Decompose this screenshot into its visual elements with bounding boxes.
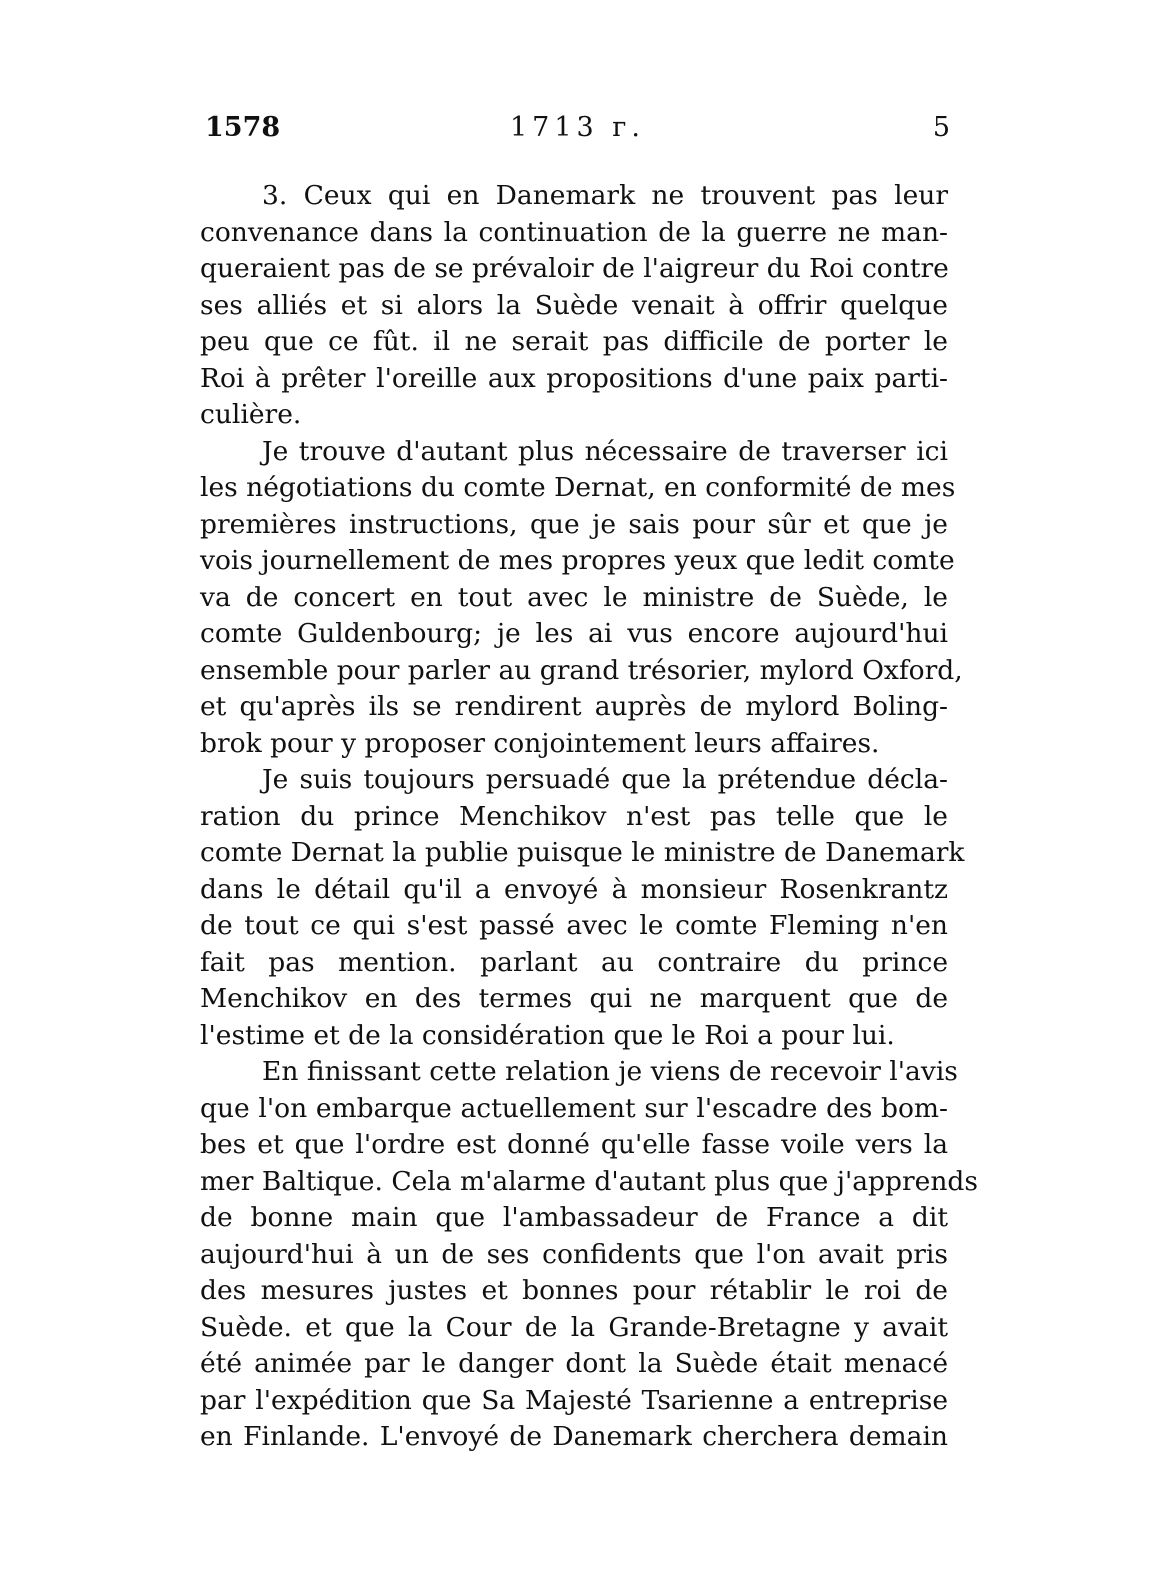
text-line: brok pour y proposer conjointement leurs affaires. (200, 727, 880, 759)
text-line: les négotiations du comte Dernat, en conformité de mes (200, 472, 956, 503)
text-line: bes et que l'ordre est donné qu'elle fasse voile vers la (200, 1129, 948, 1160)
text-line: Je suis toujours persuadé que la prétendue décla- (262, 764, 948, 795)
text-line: ses alliés et si alors la Suède venait à offrir quelque (200, 289, 948, 321)
year-heading: 1713 г. (509, 112, 646, 143)
text-line: des mesures justes et bonnes pour rétablir le roi de (200, 1275, 948, 1306)
text-line: 3. Ceux qui en Danemark ne trouvent pas leur (262, 180, 948, 211)
text-line: ration du prince Menchikov n'est pas telle que le (200, 800, 948, 832)
paragraph-3 (200, 762, 965, 1054)
text-line: Roi à prêter l'oreille aux propositions d'une paix parti- (200, 362, 948, 394)
text-line: de bonne main que l'ambassadeur de France a dit (200, 1202, 948, 1233)
body-text (200, 178, 978, 1456)
text-line: En finissant cette relation je viens de recevoir l'avis (262, 1056, 958, 1087)
text-line: été animée par le danger dont la Suède était menacé (200, 1348, 948, 1379)
page-number: 1578 (205, 112, 281, 143)
text-line: Je trouve d'autant plus nécessaire de traverser ici (262, 435, 948, 467)
paragraph-2 (200, 434, 963, 763)
folio-number: 5 (932, 112, 950, 143)
text-line: premières instructions, que je sais pour sûr et que je (200, 508, 948, 540)
text-line: que l'on embarque actuellement sur l'escadre des bom- (200, 1092, 948, 1124)
text-line: aujourd'hui à un de ses confidents que l'on avait pris (200, 1238, 948, 1270)
text-line: culière. (200, 399, 302, 430)
text-line: comte Guldenbourg; je les ai vus encore aujourd'hui (200, 618, 948, 649)
text-line: de tout ce qui s'est passé avec le comte Fleming n'en (200, 910, 948, 941)
text-line: fait pas mention. parlant au contraire du prince (200, 946, 948, 978)
text-line: Suède. et que la Cour de la Grande-Bretagne y avait (200, 1311, 948, 1343)
text-line: en Finlande. L'envoyé de Danemark cherchera demain (200, 1421, 948, 1452)
text-line: par l'expédition que Sa Majesté Tsarienne a entreprise (200, 1384, 948, 1416)
text-line: et qu'après ils se rendirent auprès de mylord Boling- (200, 691, 948, 722)
text-line: Menchikov en des termes qui ne marquent que de (200, 983, 948, 1014)
paragraph-1 (200, 178, 948, 434)
text-line: convenance dans la continuation de la guerre ne man- (200, 216, 948, 248)
text-line: vois journellement de mes propres yeux que ledit comte (200, 545, 955, 576)
text-line: va de concert en tout avec le ministre de Suède, le (200, 581, 948, 613)
text-line: queraient pas de se prévaloir de l'aigreur du Roi contre (200, 253, 949, 284)
text-line: peu que ce fût. il ne serait pas difficile de porter le (200, 326, 948, 357)
text-line: ensemble pour parler au grand trésorier, mylord Oxford, (200, 654, 963, 686)
text-line: l'estime et de la considération que le Roi a pour lui. (200, 1019, 895, 1051)
paragraph-4 (200, 1054, 978, 1456)
text-line: comte Dernat la publie puisque le ministre de Danemark (200, 837, 965, 868)
page-header (205, 108, 950, 148)
text-line: mer Baltique. Cela m'alarme d'autant plus que j'apprends (200, 1165, 978, 1197)
text-line: dans le détail qu'il a envoyé à monsieur Rosenkrantz (200, 873, 948, 905)
